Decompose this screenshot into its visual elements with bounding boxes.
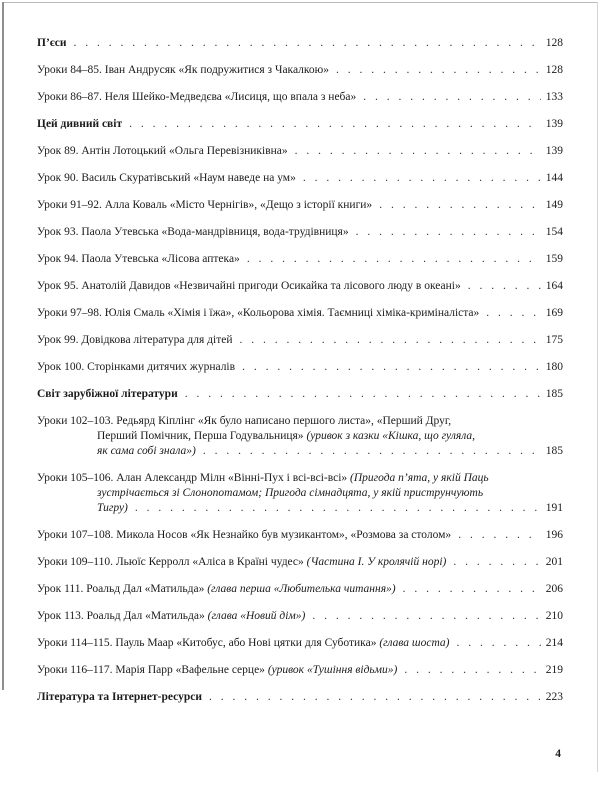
toc-entry — [37, 609, 563, 624]
dot-leader — [209, 690, 541, 705]
page-number: 206 — [545, 583, 563, 595]
dot-leader — [203, 444, 541, 459]
entry-text: зустрічається зі Слонопотамом; Пригода сімнадцята, у якій приструнчують — [97, 487, 484, 499]
entry-text: Урок 94. Паола Утевська «Лісова аптека» — [37, 253, 240, 265]
toc-entry-line — [37, 387, 563, 402]
dot-leader — [242, 360, 541, 375]
toc-entry — [37, 63, 563, 78]
page-number: 154 — [545, 226, 563, 238]
page-edge-left — [2, 2, 4, 690]
entry-text: Уроки 102–103. Редьярд Кіплінг «Як було написано першого листа», «Перший Друг, — [37, 415, 452, 427]
entry-text: Уроки 107–108. Микола Носов «Як Незнайко був музикантом», «Розмова за столом» — [37, 529, 452, 541]
dot-leader — [129, 117, 541, 132]
page-number: 144 — [545, 172, 563, 184]
toc-entry-line — [97, 501, 563, 516]
entry-text: Урок 93. Паола Утевська «Вода-мандрівниця, вода-трудівниця» — [37, 226, 349, 238]
dot-leader — [73, 36, 540, 51]
dot-leader — [468, 279, 541, 294]
toc-entry-line — [37, 360, 563, 375]
footer-page-number: 4 — [555, 748, 561, 760]
toc-entry — [37, 333, 563, 348]
toc-entry-line — [37, 90, 563, 105]
dot-leader — [356, 225, 541, 240]
toc-entry — [37, 387, 563, 402]
page-number: 185 — [545, 445, 563, 457]
toc-entry-line — [37, 252, 563, 267]
dot-leader — [486, 306, 540, 321]
dot-leader — [247, 252, 541, 267]
entry-text: Уроки 86–87. Неля Шейко-Медведєва «Лисиця, що впала з неба» — [37, 91, 357, 103]
toc-entry — [37, 555, 563, 570]
toc-entry — [37, 36, 563, 51]
toc-entry — [37, 171, 563, 186]
entry-text: Уроки 109–110. Льюїс Керролл «Аліса в Країні чудес» (Частина І. У кролячій норі) — [37, 556, 447, 568]
dot-leader — [363, 90, 540, 105]
page-number: 180 — [545, 361, 563, 373]
entry-text: Цей дивний світ — [37, 118, 123, 130]
page-number: 149 — [545, 199, 563, 211]
entry-text: Перший Помічник, Перша Годувальниця» (уривок з казки «Кішка, що гуляла, — [97, 430, 475, 442]
page-number: 210 — [545, 610, 563, 622]
entry-text: Тигру) — [97, 502, 128, 514]
toc-entry-line — [37, 63, 563, 78]
toc-entry-line — [97, 486, 563, 501]
entry-text: Уроки 84–85. Іван Андрусяк «Як подружитися з Чакалкою» — [37, 64, 330, 76]
toc-entry-line — [37, 555, 563, 570]
toc-entry — [37, 528, 563, 543]
toc-entry — [37, 306, 563, 321]
toc-entry — [37, 225, 563, 240]
toc-entry-line — [37, 690, 563, 705]
page-number: 185 — [545, 388, 563, 400]
toc-entry-line — [37, 279, 563, 294]
toc-entry-line — [37, 306, 563, 321]
entry-text: як сама собі знала») — [97, 445, 196, 457]
toc-list — [37, 36, 563, 717]
toc-entry-line — [37, 582, 563, 597]
entry-text: Урок 100. Сторінками дитячих журналів — [37, 361, 236, 373]
page-number: 139 — [545, 118, 563, 130]
page-number: 191 — [545, 502, 563, 514]
toc-entry — [37, 582, 563, 597]
dot-leader — [303, 171, 541, 186]
entry-text: Урок 113. Роальд Дал «Матильда» (глава «Новий дім») — [37, 610, 306, 622]
entry-text: Урок 99. Довідкова література для дітей — [37, 334, 233, 346]
entry-text: Уроки 116–117. Марія Парр «Вафельне серце» (уривок «Тушіння відьми») — [37, 664, 398, 676]
dot-leader — [458, 528, 541, 543]
toc-entry — [37, 663, 563, 678]
page-number: 128 — [545, 37, 563, 49]
toc-entry-line — [37, 471, 563, 486]
page-edge-right — [597, 2, 598, 772]
dot-leader — [453, 555, 540, 570]
toc-entry — [37, 636, 563, 651]
dot-leader — [185, 387, 541, 402]
toc-entry-line — [37, 144, 563, 159]
page-number: 223 — [545, 691, 563, 703]
dot-leader — [135, 501, 541, 516]
toc-entry-line — [37, 225, 563, 240]
toc-entry — [37, 117, 563, 132]
entry-text: Урок 95. Анатолій Давидов «Незвичайні пригоди Осикайка та лісового люду в океані» — [37, 280, 461, 292]
toc-entry-line — [37, 663, 563, 678]
dot-leader — [336, 63, 541, 78]
toc-entry-line — [37, 117, 563, 132]
toc-entry — [37, 198, 563, 213]
toc-entry-line — [37, 414, 563, 429]
dot-leader — [404, 663, 540, 678]
entry-text: Уроки 91–92. Алла Коваль «Місто Чернігів», «Дещо з історії книги» — [37, 199, 373, 211]
page-edge-top — [2, 2, 598, 3]
toc-entry-line — [37, 333, 563, 348]
toc-entry — [37, 279, 563, 294]
toc-entry — [37, 90, 563, 105]
toc-entry — [37, 360, 563, 375]
toc-entry — [37, 144, 563, 159]
page-number: 214 — [545, 637, 563, 649]
entry-text: Уроки 105–106. Алан Александр Мілн «Вінні-Пух і всі-всі-всі» (Пригода п’ята, у якій Паць — [37, 472, 489, 484]
toc-entry-line — [37, 636, 563, 651]
toc-entry-line — [37, 528, 563, 543]
page-number: 201 — [545, 556, 563, 568]
page-number: 219 — [545, 664, 563, 676]
toc-entry — [37, 414, 563, 459]
page-number: 128 — [545, 64, 563, 76]
entry-text: П’єси — [37, 37, 67, 49]
page-number: 175 — [545, 334, 563, 346]
dot-leader — [295, 144, 541, 159]
toc-entry-line — [97, 429, 563, 444]
toc-entry-line — [37, 171, 563, 186]
toc-entry — [37, 471, 563, 516]
page-number: 139 — [545, 145, 563, 157]
toc-entry — [37, 690, 563, 705]
toc-entry — [37, 252, 563, 267]
page-number: 159 — [545, 253, 563, 265]
dot-leader — [403, 582, 541, 597]
dot-leader — [379, 198, 541, 213]
dot-leader — [457, 636, 541, 651]
dot-leader — [312, 609, 540, 624]
entry-text: Уроки 114–115. Пауль Маар «Китобус, або Нові цятки для Суботика» (глава шоста) — [37, 637, 450, 649]
entry-text: Урок 111. Роальд Дал «Матильда» (глава перша «Любителька читання») — [37, 583, 396, 595]
toc-entry-line — [97, 444, 563, 459]
page-number: 133 — [545, 91, 563, 103]
entry-text: Урок 90. Василь Скуратівський «Наум наведе на ум» — [37, 172, 296, 184]
entry-text: Уроки 97–98. Юлія Смаль «Хімія і їжа», «Кольорова хімія. Таємниці хіміка-криміналіста» — [37, 307, 480, 319]
page-number: 164 — [545, 280, 563, 292]
toc-entry-line — [37, 609, 563, 624]
entry-text: Урок 89. Антін Лотоцький «Ольга Перевізниківна» — [37, 145, 288, 157]
entry-text: Література та Інтернет-ресурси — [37, 691, 202, 703]
dot-leader — [239, 333, 540, 348]
entry-text: Світ зарубіжної літератури — [37, 388, 178, 400]
toc-entry-line — [37, 36, 563, 51]
page-number: 169 — [545, 307, 563, 319]
page-number: 196 — [545, 529, 563, 541]
toc-entry-line — [37, 198, 563, 213]
